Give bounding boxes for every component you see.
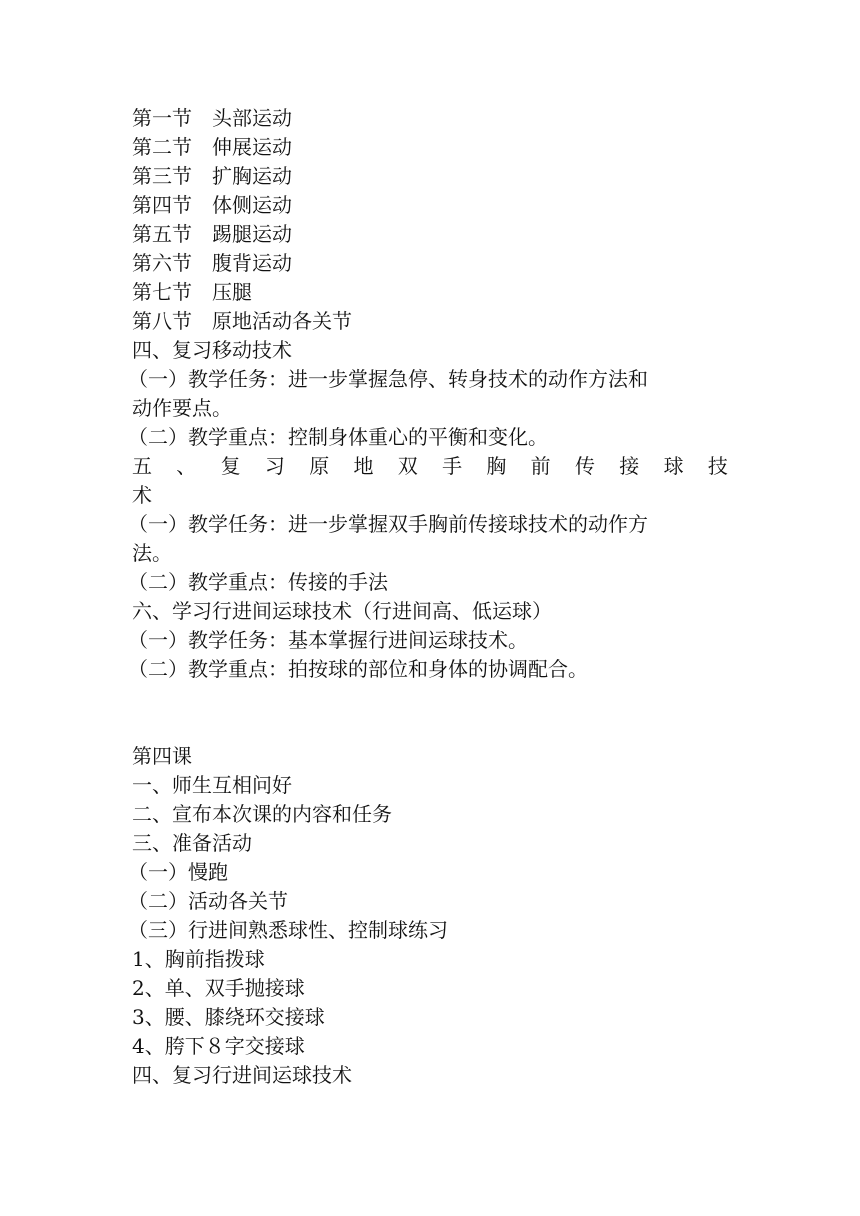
section-text: 扩胸运动	[212, 164, 292, 188]
section-text: 伸展运动	[212, 135, 292, 159]
lesson-four-item-4: 四、复习行进间运球技术	[132, 1063, 352, 1087]
heading-char: 技	[707, 454, 728, 478]
lesson-four-drill-2: 2、单、双手抛接球	[132, 976, 305, 1000]
heading-char: 前	[530, 454, 551, 478]
part4-task-line1: （一）教学任务：进一步掌握急停、转身技术的动作方法和	[128, 367, 648, 391]
part6-task: （一）教学任务：基本掌握行进间运球技术。	[128, 628, 528, 652]
section-label: 第七节	[132, 280, 192, 304]
heading-char: 地	[353, 454, 374, 478]
lesson-four-drill-4: 4、胯下８字交接球	[132, 1034, 305, 1058]
heading-char: 、	[176, 454, 197, 478]
lesson-four-title: 第四课	[132, 744, 192, 768]
heading-char: 传	[574, 454, 595, 478]
lesson-four-sub-3: （三）行进间熟悉球性、控制球练习	[128, 918, 448, 942]
lesson-four-item-2: 二、宣布本次课的内容和任务	[132, 802, 392, 826]
section-label: 第五节	[132, 222, 192, 246]
heading-char: 双	[397, 454, 418, 478]
heading-char: 球	[663, 454, 684, 478]
section-label: 第二节	[132, 135, 192, 159]
lesson-four-sub-1: （一）慢跑	[128, 860, 228, 884]
heading-char: 原	[309, 454, 330, 478]
part4-heading: 四、复习移动技术	[132, 338, 292, 362]
heading-char: 习	[264, 454, 285, 478]
document-body	[128, 104, 732, 1090]
part5-heading	[132, 452, 728, 481]
heading-char: 复	[220, 454, 241, 478]
lesson-four-item-3: 三、准备活动	[132, 831, 252, 855]
section-gap	[132, 684, 732, 742]
section-text: 体侧运动	[212, 193, 292, 217]
lesson-four-item-1: 一、师生互相问好	[132, 773, 292, 797]
lesson-four-drill-3: 3、腰、膝绕环交接球	[132, 1005, 325, 1029]
section-label: 第八节	[132, 309, 192, 333]
section-label: 第三节	[132, 164, 192, 188]
section-text: 头部运动	[212, 106, 292, 130]
exercise-section-8	[132, 307, 732, 336]
part4-task-line2: 动作要点。	[132, 396, 232, 420]
part6-key-point: （二）教学重点：拍按球的部位和身体的协调配合。	[128, 657, 588, 681]
part6-heading: 六、学习行进间运球技术（行进间高、低运球）	[132, 599, 552, 623]
heading-char: 五	[132, 454, 152, 478]
section-label: 第四节	[132, 193, 192, 217]
heading-char: 胸	[486, 454, 507, 478]
exercise-section-4	[132, 191, 732, 220]
exercise-section-2	[132, 133, 732, 162]
section-label: 第一节	[132, 106, 192, 130]
section-text: 腹背运动	[212, 251, 292, 275]
exercise-section-1	[132, 104, 732, 133]
part5-key-point: （二）教学重点：传接的手法	[128, 570, 388, 594]
part5-heading-line2: 术	[132, 483, 152, 507]
lesson-four-sub-2: （二）活动各关节	[128, 889, 288, 913]
part4-key-point: （二）教学重点：控制身体重心的平衡和变化。	[128, 425, 548, 449]
lesson-four-drill-1: 1、胸前指拨球	[132, 947, 265, 971]
heading-char: 接	[619, 454, 640, 478]
section-text: 踢腿运动	[212, 222, 292, 246]
heading-char: 手	[442, 454, 463, 478]
section-text: 压腿	[212, 280, 252, 304]
section-text: 原地活动各关节	[212, 309, 352, 333]
section-label: 第六节	[132, 251, 192, 275]
exercise-section-6	[132, 249, 732, 278]
exercise-section-3	[132, 162, 732, 191]
part5-task-line2: 法。	[132, 541, 172, 565]
part5-task-line1: （一）教学任务：进一步掌握双手胸前传接球技术的动作方	[128, 512, 648, 536]
exercise-section-5	[132, 220, 732, 249]
exercise-section-7	[132, 278, 732, 307]
